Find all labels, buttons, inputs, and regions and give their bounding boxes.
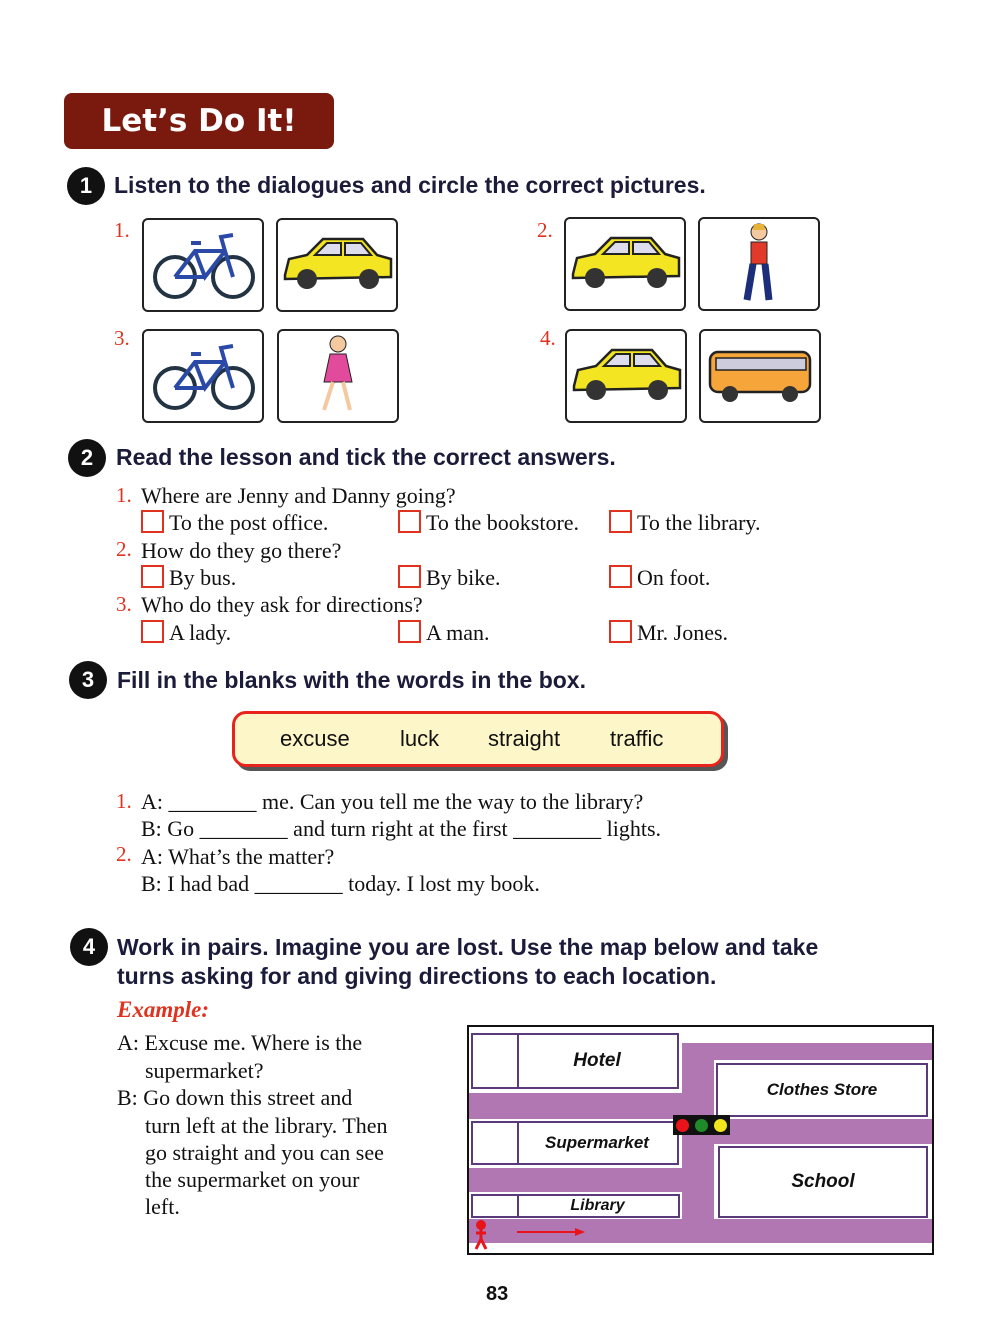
picture-bicycle[interactable]	[142, 218, 264, 312]
picture-bus[interactable]	[699, 329, 821, 423]
option[interactable]	[141, 620, 231, 646]
option[interactable]	[609, 620, 728, 646]
lets-do-it-banner: Let’s Do It!	[64, 93, 334, 149]
section-2-title: Read the lesson and tick the correct answers.	[116, 444, 616, 470]
walking-boy-icon	[700, 219, 818, 309]
example-label: Example:	[117, 997, 209, 1022]
section-3-title: Fill in the blanks with the words in the box.	[117, 667, 586, 693]
dialogue-line: A: ________ me. Can you tell me the way to the library?	[141, 789, 644, 814]
section-4-title-line1: Work in pairs. Imagine you are lost. Use the map below and take	[117, 934, 819, 960]
section-number-3: 3	[69, 661, 107, 699]
checkbox[interactable]	[609, 620, 632, 643]
building-hotel	[471, 1033, 679, 1089]
section-number-1: 1	[67, 167, 105, 205]
option[interactable]	[141, 565, 236, 591]
road	[469, 1093, 684, 1119]
checkbox[interactable]	[141, 620, 164, 643]
example-line: A: Excuse me. Where is the	[117, 1030, 363, 1055]
picture-car[interactable]	[565, 329, 687, 423]
word: excuse	[280, 726, 350, 751]
checkbox[interactable]	[609, 510, 632, 533]
item-label: 4.	[540, 326, 556, 350]
option-label: By bike.	[426, 565, 501, 590]
checkbox[interactable]	[609, 565, 632, 588]
question-text: How do they go there?	[141, 538, 342, 563]
checkbox[interactable]	[398, 565, 421, 588]
option-label: To the bookstore.	[426, 510, 580, 535]
checkbox[interactable]	[398, 620, 421, 643]
section-4-title-line2: turns asking for and giving directions to each location.	[117, 963, 717, 989]
person-and-arrow-icon	[471, 1219, 601, 1251]
picture-car[interactable]	[564, 217, 686, 311]
example-line: left.	[145, 1194, 180, 1219]
question-number: 1.	[116, 483, 132, 507]
word: luck	[400, 726, 440, 751]
road	[682, 1043, 932, 1060]
option[interactable]	[141, 510, 328, 536]
traffic-light-icon	[673, 1115, 730, 1135]
example-line: supermarket?	[145, 1058, 264, 1083]
bus-icon	[701, 331, 819, 421]
word: traffic	[610, 726, 664, 751]
line-number: 2.	[116, 842, 132, 866]
building-library	[471, 1194, 680, 1218]
clothes-store-label: Clothes Store	[766, 1080, 878, 1099]
option-label: On foot.	[637, 565, 711, 590]
road	[469, 1168, 684, 1192]
example-line: the supermarket on your	[145, 1167, 360, 1192]
dialogue-line: B: I had bad ________ today. I lost my book.	[141, 871, 540, 896]
section-1-title: Listen to the dialogues and circle the correct pictures.	[114, 172, 706, 198]
road	[709, 1119, 932, 1144]
section-number-4: 4	[70, 928, 108, 966]
picture-walking-boy[interactable]	[698, 217, 820, 311]
hotel-label: Hotel	[573, 1050, 621, 1071]
page-number: 83	[486, 1283, 509, 1305]
option[interactable]	[398, 510, 579, 536]
option[interactable]	[609, 565, 710, 591]
question-text: Where are Jenny and Danny going?	[141, 483, 456, 508]
question-number: 2.	[116, 537, 132, 561]
option-label: A man.	[426, 620, 490, 645]
street-map	[467, 1025, 934, 1255]
line-number: 1.	[116, 789, 132, 813]
example-line: B: Go down this street and	[117, 1085, 353, 1110]
supermarket-label: Supermarket	[545, 1133, 649, 1152]
section-number-2: 2	[68, 439, 106, 477]
option-label: A lady.	[169, 620, 232, 645]
option-label: By bus.	[169, 565, 237, 590]
bicycle-icon	[144, 220, 262, 310]
option-label: To the post office.	[169, 510, 329, 535]
building-clothes-store	[716, 1063, 928, 1117]
car-icon	[278, 220, 396, 310]
dialogue-line: A: What’s the matter?	[141, 844, 335, 869]
checkbox[interactable]	[398, 510, 421, 533]
item-label: 3.	[114, 326, 130, 350]
option[interactable]	[398, 620, 490, 646]
dialogue-line: B: Go ________ and turn right at the first ________ lights.	[141, 816, 662, 841]
picture-bicycle[interactable]	[142, 329, 264, 423]
word: straight	[488, 726, 561, 751]
question-text: Who do they ask for directions?	[141, 592, 423, 617]
school-label: School	[791, 1171, 855, 1192]
option[interactable]	[398, 565, 501, 591]
question-number: 3.	[116, 592, 132, 616]
building-supermarket	[471, 1121, 679, 1165]
checkbox[interactable]	[141, 510, 164, 533]
example-line: go straight and you can see	[145, 1140, 384, 1165]
item-label: 2.	[537, 218, 553, 242]
car-icon	[567, 331, 685, 421]
option-label: Mr. Jones.	[637, 620, 729, 645]
checkbox[interactable]	[141, 565, 164, 588]
bicycle-icon	[144, 331, 262, 421]
library-label: Library	[570, 1197, 625, 1214]
car-icon	[566, 219, 684, 309]
picture-car[interactable]	[276, 218, 398, 312]
example-line: turn left at the library. Then	[145, 1113, 388, 1138]
building-school	[718, 1146, 928, 1218]
option-label: To the library.	[637, 510, 761, 535]
word-box	[232, 711, 724, 767]
option[interactable]	[609, 510, 761, 536]
picture-walking-girl[interactable]	[277, 329, 399, 423]
item-label: 1.	[114, 218, 130, 242]
walking-girl-icon	[279, 331, 397, 421]
